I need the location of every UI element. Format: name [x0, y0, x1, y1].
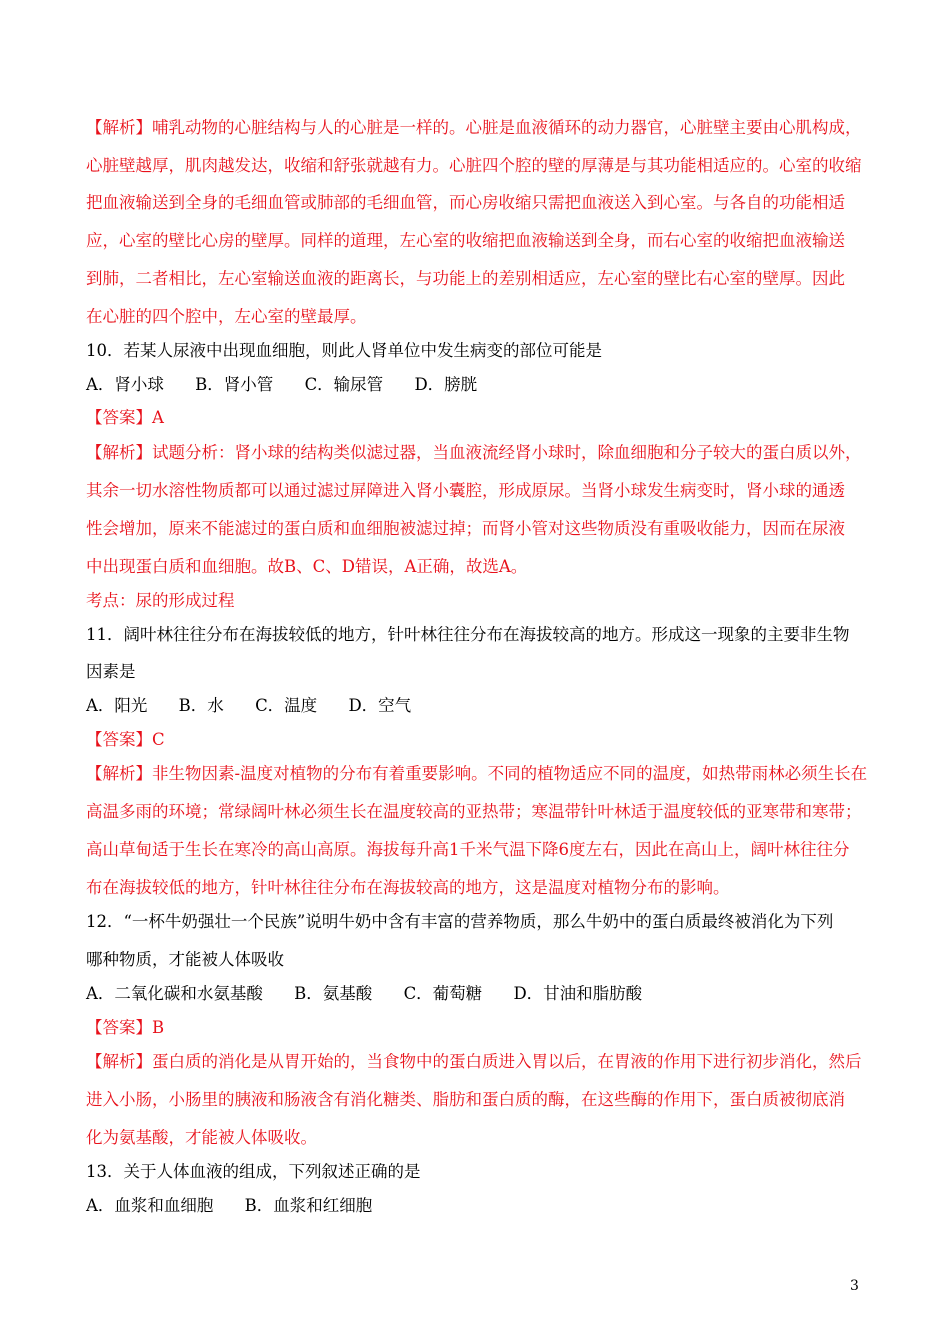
- q10-option-d: D．膀胱: [414, 375, 478, 394]
- q12-options: [86, 982, 668, 1006]
- q12-option-b: B．氨基酸: [294, 984, 373, 1003]
- q11-answer: 【答案】C: [86, 730, 165, 749]
- q10-analysis-line-4: 中出现蛋白质和血细胞。故B、C、D错误，A正确，故选A。: [86, 557, 528, 576]
- q13-options: [86, 1194, 398, 1218]
- q9-analysis-line-2: 心脏壁越厚，肌肉越发达，收缩和舒张就越有力。心脏四个腔的壁的厚薄是与其功能相适应的。心室的收缩: [86, 156, 862, 175]
- q12-answer: 【答案】B: [86, 1018, 165, 1037]
- q11-stem-line-1: 11．阔叶林往往分布在海拔较低的地方，针叶林往往分布在海拔较高的地方。形成这一现象的主要非生物: [86, 625, 850, 644]
- q10-analysis-line-2: 其余一切水溶性物质都可以通过滤过屏障进入肾小囊腔，形成原尿。当肾小球发生病变时，肾小球的通透: [86, 481, 845, 500]
- q12-stem-line-1: 12．“一杯牛奶强壮一个民族”说明牛奶中含有丰富的营养物质，那么牛奶中的蛋白质最终被消化为下列: [86, 912, 834, 931]
- q12-stem-line-2: 哪种物质，才能被人体吸收: [86, 950, 284, 969]
- q12-option-a: A．二氧化碳和水氨基酸: [86, 984, 263, 1003]
- q12-analysis-line-2: 进入小肠，小肠里的胰液和肠液含有消化糖类、脂肪和蛋白质的酶，在这些酶的作用下，蛋白质被彻底消: [86, 1090, 845, 1109]
- q10-kaodian: 考点：尿的形成过程: [86, 591, 235, 610]
- page-number: 3: [850, 1278, 859, 1294]
- q13-option-b: B．血浆和红细胞: [244, 1196, 373, 1215]
- q11-analysis-line-2: 高温多雨的环境；常绿阔叶林必须生长在温度较高的亚热带；寒温带针叶林适于温度较低的亚寒带和寒带；: [86, 802, 862, 821]
- q10-analysis-line-3: 性会增加，原来不能滤过的蛋白质和血细胞被滤过掉；而肾小管对这些物质没有重吸收能力，因而在尿液: [86, 519, 845, 538]
- q9-analysis-line-6: 在心脏的四个腔中，左心室的壁最厚。: [86, 307, 367, 326]
- q11-analysis-line-4: 布在海拔较低的地方，针叶林往往分布在海拔较高的地方，这是温度对植物分布的影响。: [86, 878, 730, 897]
- q11-analysis-line-3: 高山草甸适于生长在寒冷的高山高原。海拔每升高1千米气温下降6度左右，因此在高山上，阔叶林往往分: [86, 840, 850, 859]
- q10-analysis-line-1: 【解析】试题分析：肾小球的结构类似滤过器，当血液流经肾小球时，除血细胞和分子较大的蛋白质以外，: [86, 443, 862, 462]
- q10-option-b: B．肾小管: [195, 375, 274, 394]
- q11-option-a: A．阳光: [86, 696, 148, 715]
- q13-option-a: A．血浆和血细胞: [86, 1196, 214, 1215]
- q11-option-b: B．水: [178, 696, 224, 715]
- q9-analysis-line-3: 把血液输送到全身的毛细血管或肺部的毛细血管，而心房收缩只需把血液送入到心室。与各自的功能相适: [86, 193, 845, 212]
- q9-analysis-line-5: 到肺，二者相比，左心室输送血液的距离长，与功能上的差别相适应，左心室的壁比右心室的壁厚。因此: [86, 269, 845, 288]
- q12-option-c: C．葡萄糖: [403, 984, 483, 1003]
- q9-analysis-line-4: 应，心室的壁比心房的壁厚。同样的道理，左心室的收缩把血液输送到全身，而右心室的收缩把血液输送: [86, 231, 845, 250]
- q10-answer: 【答案】A: [86, 408, 164, 427]
- q12-analysis-line-3: 化为氨基酸，才能被人体吸收。: [86, 1128, 317, 1147]
- q11-analysis-line-1: 【解析】非生物因素-温度对植物的分布有着重要影响。不同的植物适应不同的温度，如热带雨林必须生长在: [86, 764, 868, 783]
- q10-options: [86, 373, 503, 397]
- q10-option-a: A．肾小球: [86, 375, 164, 394]
- q9-analysis-line-1: 【解析】哺乳动物的心脏结构与人的心脏是一样的。心脏是血液循环的动力器官，心脏壁主要由心肌构成，: [86, 118, 862, 137]
- q12-option-d: D．甘油和脂肪酸: [513, 984, 643, 1003]
- q11-options: [86, 694, 437, 718]
- q11-stem-line-2: 因素是: [86, 662, 136, 681]
- q11-option-c: C．温度: [255, 696, 318, 715]
- q13-stem: 13．关于人体血液的组成，下列叙述正确的是: [86, 1162, 421, 1181]
- q10-option-c: C．输尿管: [304, 375, 384, 394]
- q11-option-d: D．空气: [348, 696, 412, 715]
- q12-analysis-line-1: 【解析】蛋白质的消化是从胃开始的，当食物中的蛋白质进入胃以后，在胃液的作用下进行初步消化，然后: [86, 1052, 862, 1071]
- q10-stem: 10．若某人尿液中出现血细胞，则此人肾单位中发生病变的部位可能是: [86, 341, 602, 360]
